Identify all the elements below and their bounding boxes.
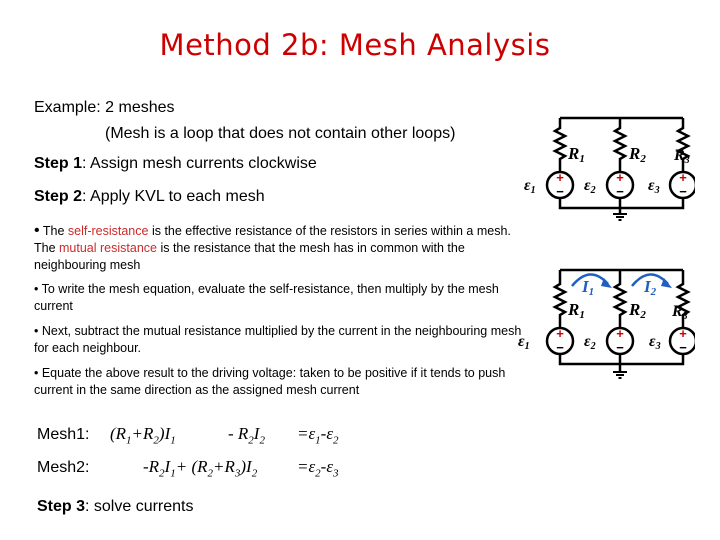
- svg-text:R2: R2: [629, 300, 646, 321]
- mesh2-lhs: $-R_2I_1+ (R_2+R_3)I_2$: [143, 457, 258, 480]
- svg-text:−: −: [679, 184, 687, 199]
- bullet1-post: is the resistance that the mesh has in common with the neighbouring mesh: [34, 241, 465, 272]
- svg-text:I2: I2: [644, 277, 657, 298]
- svg-text:R2: R2: [629, 144, 646, 165]
- svg-text:+: +: [556, 326, 564, 341]
- svg-text:ε1: ε1: [518, 333, 530, 352]
- bullet1-mid: is the effective resistance of the resistors in series within a mesh. The: [34, 224, 511, 255]
- svg-text:ε2: ε2: [584, 177, 596, 196]
- svg-text:R3: R3: [674, 147, 690, 166]
- bullet1-pre: The: [39, 224, 68, 238]
- svg-text:−: −: [616, 184, 624, 199]
- svg-text:−: −: [556, 340, 564, 355]
- mesh1-label: Mesh1:: [37, 426, 90, 443]
- svg-text:ε2: ε2: [584, 333, 596, 352]
- svg-text:−: −: [556, 184, 564, 199]
- svg-text:+: +: [679, 170, 687, 185]
- step3-label: Step 3: [37, 498, 86, 515]
- bullet-mark: •: [34, 222, 40, 239]
- bullet-self-resistance: [34, 222, 524, 274]
- svg-text:R3: R3: [672, 303, 688, 322]
- bullet-mutual-subtract: • Next, subtract the mutual resistance multiplied by the current in the neighbouring mesh for each neighbour.: [34, 324, 522, 355]
- svg-text:−: −: [679, 340, 687, 355]
- mesh2-rhs: $=\varepsilon_2-\varepsilon_3$: [297, 457, 339, 480]
- self-resistance-term: self-resistance: [67, 224, 149, 238]
- mesh2-label: Mesh2:: [37, 459, 90, 476]
- svg-text:I1: I1: [582, 277, 595, 298]
- svg-text:+: +: [679, 326, 687, 341]
- bullet-mesh-equation: • To write the mesh equation, evaluate the self-resistance, then multiply by the mesh current: [34, 282, 499, 313]
- step1-line: [34, 154, 317, 173]
- mesh1-mutual-term: - $R_2I_2$: [228, 424, 265, 447]
- step2-label: Step 2: [34, 188, 83, 205]
- svg-text:+: +: [556, 170, 564, 185]
- step3-text: : solve currents: [85, 498, 194, 515]
- circuit-diagram-top: [520, 110, 695, 222]
- step1-text: : Assign mesh currents clockwise: [82, 155, 317, 172]
- bullet-driving-voltage: • Equate the above result to the driving voltage: taken to be positive if it tends to push current in the same direction as the assigned mesh current: [34, 366, 506, 397]
- mesh1-rhs: $=\varepsilon_1-\varepsilon_2$: [297, 424, 339, 447]
- step2-text: : Apply KVL to each mesh: [82, 188, 265, 205]
- svg-text:ε3: ε3: [649, 333, 661, 352]
- svg-text:R1: R1: [568, 300, 585, 321]
- svg-text:ε1: ε1: [524, 177, 536, 196]
- step2-line: [34, 187, 265, 206]
- mesh-definition: (Mesh is a loop that does not contain other loops): [105, 125, 456, 142]
- page-title: Method 2b: Mesh Analysis: [159, 28, 551, 62]
- example-line: Example: 2 meshes: [34, 99, 175, 116]
- step3-line: [37, 497, 194, 516]
- step1-label: Step 1: [34, 155, 83, 172]
- mutual-resistance-term: mutual resistance: [59, 241, 157, 255]
- svg-text:ε3: ε3: [648, 177, 660, 196]
- mesh1-self-term: $(R_1+R_2)I_1$: [110, 424, 176, 447]
- svg-text:−: −: [616, 340, 624, 355]
- circuit-diagram-mesh-currents: [512, 262, 695, 384]
- svg-text:+: +: [616, 170, 624, 185]
- svg-text:+: +: [616, 326, 624, 341]
- svg-text:R1: R1: [568, 144, 585, 165]
